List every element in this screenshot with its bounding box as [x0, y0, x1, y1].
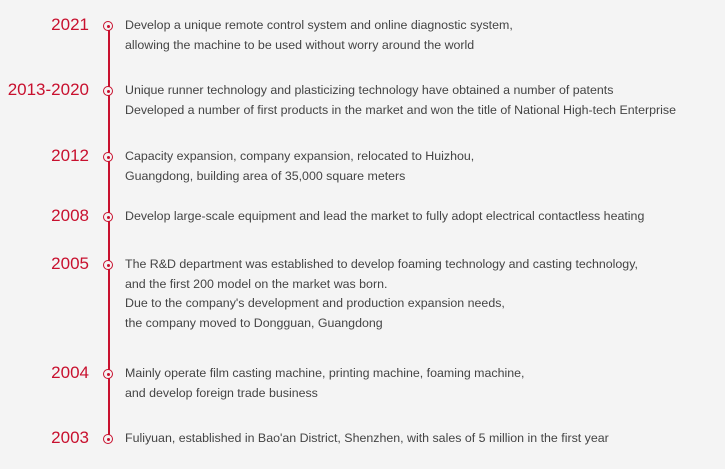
- description-line: and develop foreign trade business: [125, 385, 318, 400]
- timeline-year: 2004: [51, 363, 89, 382]
- description-line: Due to the company's development and production expansion needs,: [125, 296, 505, 310]
- timeline-year: 2013-2020: [7, 80, 89, 99]
- timeline-year: 2003: [51, 428, 89, 447]
- timeline-dot-icon: [103, 212, 113, 222]
- description-line: Develop large-scale equipment and lead the market to fully adopt electrical contactless heating: [125, 209, 645, 223]
- description-line: Mainly operate film casting machine, printing machine, foaming machine,: [125, 366, 525, 380]
- timeline-dot-icon: [103, 260, 113, 270]
- timeline-description: [125, 16, 725, 55]
- description-line: Fuliyuan, established in Bao'an District, Shenzhen, with sales of 5 million in the first year: [125, 431, 609, 445]
- timeline-description: [125, 255, 725, 333]
- description-line: Developed a number of first products in the market and won the title of National High-tech Enterprise: [125, 102, 676, 117]
- description-line: The R&D department was established to develop foaming technology and casting technology,: [125, 257, 638, 271]
- timeline-dot-icon: [103, 152, 113, 162]
- description-line: and the first 200 model on the market was born.: [125, 276, 388, 291]
- timeline-year: 2005: [51, 254, 89, 273]
- description-line: the company moved to Dongguan, Guangdong: [125, 315, 383, 330]
- timeline-year: 2008: [51, 206, 89, 225]
- timeline-description: [125, 81, 725, 120]
- timeline-year: 2021: [51, 15, 89, 34]
- timeline-description: [125, 429, 725, 449]
- timeline-description: [125, 207, 725, 227]
- timeline-dot-icon: [103, 86, 113, 96]
- timeline-dot-icon: [103, 369, 113, 379]
- timeline-description: [125, 364, 725, 403]
- description-line: Capacity expansion, company expansion, relocated to Huizhou,: [125, 149, 475, 163]
- description-line: Unique runner technology and plasticizing technology have obtained a number of patents: [125, 83, 614, 97]
- timeline-dot-icon: [103, 434, 113, 444]
- timeline-description: [125, 147, 725, 186]
- description-line: allowing the machine to be used without worry around the world: [125, 37, 475, 52]
- description-line: Guangdong, building area of 35,000 square meters: [125, 168, 406, 183]
- description-line: Develop a unique remote control system and online diagnostic system,: [125, 18, 513, 32]
- timeline-year: 2012: [51, 146, 89, 165]
- timeline-dot-icon: [103, 21, 113, 31]
